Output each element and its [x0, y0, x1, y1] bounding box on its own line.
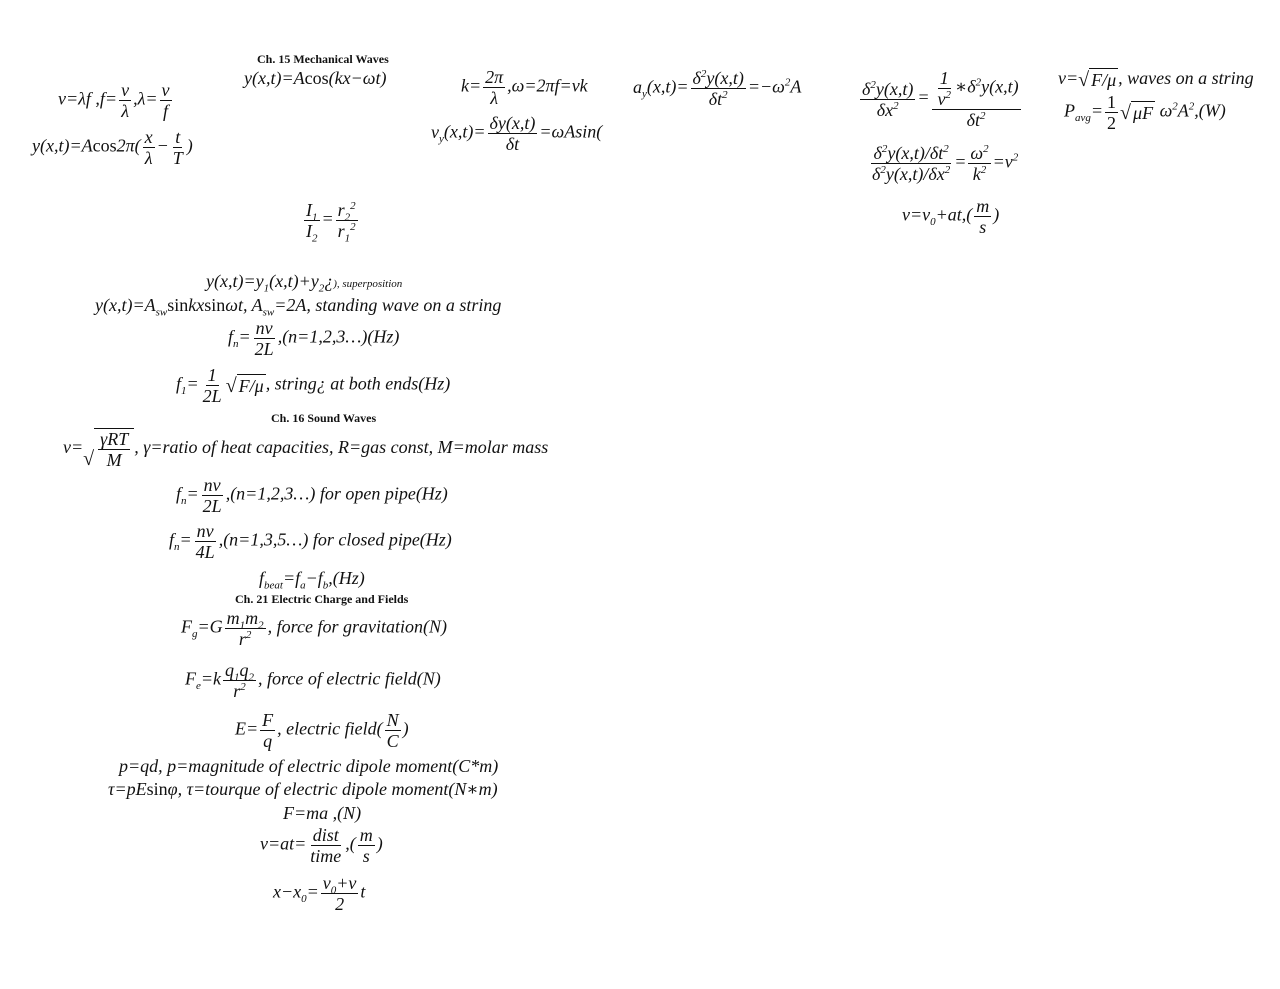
equation-standing-wave: $y(x,t)=A_{sw}sinkxsin\omega t$, $A_{sw}=2A$, standing wave on a string: [95, 295, 502, 319]
equation-electric-force: $F_e=k$ $\frac{q_1q_2}{r^2}$ , force of electric field(N): [185, 660, 441, 701]
equation-newton: F=ma ,(N): [283, 803, 362, 823]
equation-displacement-cos: y(x,t)=Acos(kx−ωt): [244, 68, 387, 88]
equation-fn-string: $f_n=$ $\frac{nv}{2L}$ ,(n=1,2,3…)(Hz): [228, 318, 400, 359]
equation-power-avg: $P_{avg}=$ $\frac{1}{2}$ √ μF $\omega^2A^2,(W)$: [1064, 92, 1226, 133]
equation-kinematic: $x-x_0=$ $\frac{v_0+v}{2}$ t: [273, 873, 366, 914]
heading-ch16: Ch. 16 Sound Waves: [271, 411, 377, 425]
equation-velocity-y: $v_y(x,t)=$ $\frac{\delta y(x,t)}{\delta t}$ =ωAsin(: [431, 113, 603, 154]
equation-wave-equation: $\frac{\delta^2y(x,t)}{\delta x^2}$ = $\frac{1}{v^2}$ $∗\delta^2y(x,t)$ $\delta t^2$: [862, 68, 1019, 130]
equation-superposition: $y(x,t)=y_1(x,t)+y_2¿$), superposition: [206, 271, 403, 295]
equation-v-gas: v= √ $\frac{\text{γRT}}{M}$ , γ=ratio of heat capacities, R=gas const, M=molar mass: [63, 429, 549, 470]
equation-f-beat: $f_{beat}=f_a-f_b,(Hz)$: [259, 568, 365, 592]
equation-fn-closed-pipe: $f_n=$ $\frac{nv}{4L}$ ,(n=1,3,5…) for closed pipe(Hz): [169, 521, 452, 562]
heading-ch15: Ch. 15 Mechanical Waves: [257, 52, 389, 66]
equation-wave-speed: v=λf ,f= $\frac{v}{\lambda}$ ,λ= $\frac{v}{f}$: [58, 80, 170, 121]
equation-gravitation: $F_g=G$ $\frac{m_1m_2}{r^2}$ , force for gravitation(N): [181, 608, 447, 649]
equation-v-string: v= √ F/μ , waves on a string: [1058, 68, 1254, 92]
equation-fn-open-pipe: $f_n=$ $\frac{nv}{2L}$ ,(n=1,2,3…) for open pipe(Hz): [176, 475, 448, 516]
equation-k-omega: k= $\frac{2\pi}{\lambda}$ ,ω=2πf=vk: [461, 67, 588, 108]
equation-wave-ratio: $\frac{\delta^2y(x,t)/\delta t^2}{\delta^2y(x,t)/\delta x^2}$ = $\frac{\omega^2}{k^2}$ $=v^2$: [872, 143, 1019, 184]
equation-v-at-dist: v=at= $\frac{\text{dist}}{\text{time}}$ ,( $\frac{m}{s}$ ): [260, 825, 383, 866]
equation-v-v0-at: $v=v_0+at$,( $\frac{m}{s}$ ): [902, 196, 1000, 237]
equation-dipole-torque: τ=pEsinφ, τ=tourque of electric dipole moment(N∗m): [108, 779, 498, 799]
equation-intensity: $\frac{I_1}{I_2}$ = $\frac{r_2^2}{r_1^2}$: [306, 200, 356, 245]
equation-f1-string: $f_1=$ $\frac{1}{2L}$ √ F/μ , string¿ at both ends(Hz): [176, 365, 451, 406]
equation-electric-field: E= $\frac{F}{q}$ , electric field( $\frac{N}{C}$ ): [235, 710, 409, 751]
equation-y-cos2pi: y(x,t)=Acos2π( $\frac{x}{\lambda}$ − $\frac{t}{T}$ ): [32, 127, 193, 168]
equation-dipole-moment: p=qd, p=magnitude of electric dipole moment(C*m): [119, 756, 499, 776]
equation-acceleration: $a_y(x,t)=$ $\frac{\delta^2y(x,t)}{\delta t^2}$ $=-\omega^2A$: [633, 68, 802, 109]
heading-ch21: Ch. 21 Electric Charge and Fields: [235, 592, 409, 606]
